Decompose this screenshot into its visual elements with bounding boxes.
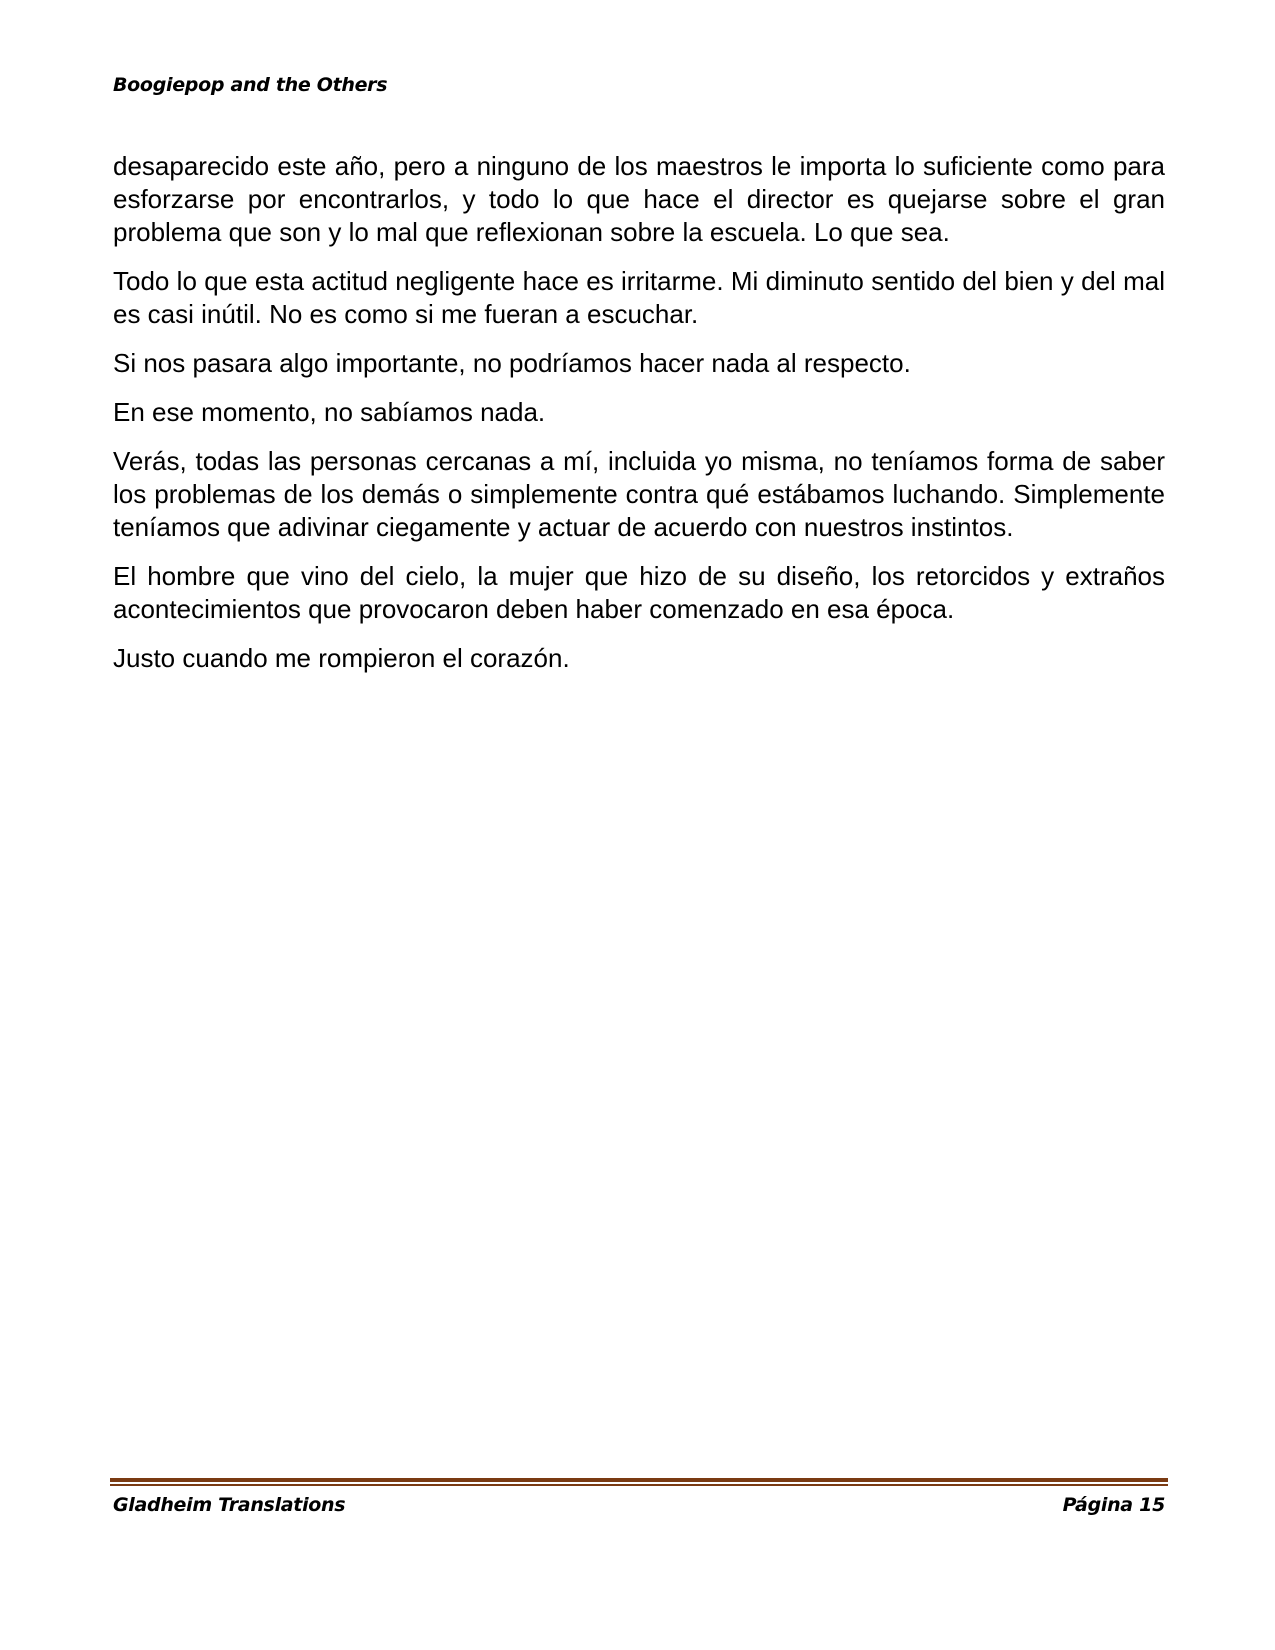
footer-divider (110, 1478, 1168, 1488)
footer-page-number: Página 15 (1062, 1494, 1165, 1516)
paragraph-7: Justo cuando me rompieron el corazón. (113, 643, 570, 673)
paragraph-5: Verás, todas las personas cercanas a mí, incluida yo misma, no teníamos forma de saber los problemas de los demás o simplemente contra qué estábamos luchando. Simplemente teníamos que adivinar ciegamente y actuar de acuerdo con nuestros instintos. (113, 446, 1165, 542)
paragraph-4: En ese momento, no sabíamos nada. (113, 397, 546, 427)
paragraph-1: desaparecido este año, pero a ninguno de los maestros le importa lo suficiente como para esforzarse por encontrarlos, y todo lo que hace el director es quejarse sobre el gran problema que son y lo mal que reflexionan sobre la escuela. Lo que sea. (113, 151, 1165, 247)
running-header-title: Boogiepop and the Others (113, 74, 388, 96)
footer-divider-thin-line (110, 1484, 1168, 1486)
footer-publisher: Gladheim Translations (113, 1494, 346, 1516)
paragraph-2: Todo lo que esta actitud negligente hace es irritarme. Mi diminuto sentido del bien y del mal es casi inútil. No es como si me fueran a escuchar. (113, 266, 1165, 329)
paragraph-3: Si nos pasara algo importante, no podríamos hacer nada al respecto. (113, 348, 911, 378)
footer-divider-thick-line (110, 1478, 1168, 1482)
paragraph-6: El hombre que vino del cielo, la mujer que hizo de su diseño, los retorcidos y extraños acontecimientos que provocaron deben haber comenzado en esa época. (113, 561, 1165, 624)
body-text (113, 150, 1165, 691)
